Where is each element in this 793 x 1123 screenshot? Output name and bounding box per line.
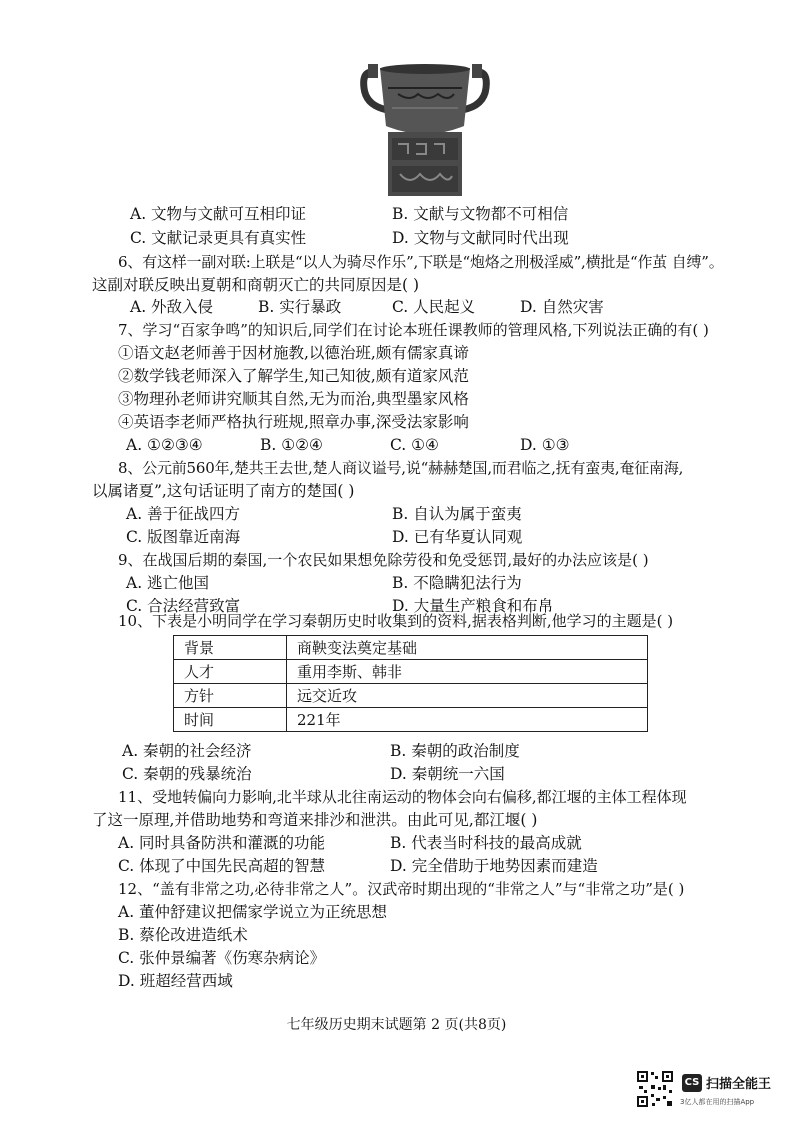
table-cell-label: 方针 bbox=[174, 684, 287, 708]
q5-option-d: D. 文物与文献同时代出现 bbox=[392, 229, 569, 247]
q6-option-a: A. 外敌入侵 bbox=[130, 298, 214, 316]
q9-stem: 9、在战国后期的秦国,一个农民如果想免除劳役和免受惩罚,最好的办法应该是( ) bbox=[118, 551, 649, 569]
q6-stem-line2: 这副对联反映出夏朝和商朝灭亡的共同原因是( ) bbox=[92, 276, 420, 294]
q6-option-c: C. 人民起义 bbox=[392, 298, 476, 316]
q10-option-b: B. 秦朝的政治制度 bbox=[390, 742, 520, 760]
q6-stem-line1: 6、有这样一副对联:上联是“以人为骑尽作乐”,下联是“炮烙之刑极淫威”,横批是“作茧 自缚”。 bbox=[118, 253, 724, 271]
q7-statement-1: ①语文赵老师善于因材施教,以德治班,颇有儒家真谛 bbox=[118, 344, 469, 362]
q12-option-a: A. 董仲舒建议把儒家学说立为正统思想 bbox=[118, 903, 388, 921]
table-cell-value: 221年 bbox=[287, 708, 648, 732]
q12-stem: 12、“盖有非常之功,必待非常之人”。汉武帝时期出现的“非常之人”与“非常之功”是( ) bbox=[118, 880, 685, 898]
q11-option-c: C. 体现了中国先民高超的智慧 bbox=[118, 857, 326, 875]
q10-stem: 10、下表是小明同学在学习秦朝历史时收集到的资料,据表格判断,他学习的主题是( ) bbox=[118, 612, 674, 630]
q9-option-d: D. 大量生产粮食和布帛 bbox=[392, 597, 554, 615]
q11-stem-line1: 11、受地转偏向力影响,北半球从北往南运动的物体会向右偏移,都江堰的主体工程体现 bbox=[118, 788, 687, 806]
q10-option-c: C. 秦朝的残暴统治 bbox=[122, 765, 252, 783]
q7-stem: 7、学习“百家争鸣”的知识后,同学们在讨论本班任课教师的管理风格,下列说法正确的有( ) bbox=[118, 321, 709, 339]
q6-option-b: B. 实行暴政 bbox=[258, 298, 342, 316]
q8-option-d: D. 已有华夏认同观 bbox=[392, 528, 523, 546]
q9-option-a: A. 逃亡他国 bbox=[126, 574, 210, 592]
q9-option-b: B. 不隐瞒犯法行为 bbox=[392, 574, 522, 592]
table-cell-value: 重用李斯、韩非 bbox=[287, 660, 648, 684]
q12-option-d: D. 班超经营西域 bbox=[118, 972, 233, 990]
q7-option-a: A. ①②③④ bbox=[126, 436, 203, 454]
q7-statement-3: ③物理孙老师讲究顺其自然,无为而治,典型墨家风格 bbox=[118, 390, 469, 408]
table-row bbox=[174, 684, 648, 708]
q11-option-d: D. 完全借助于地势因素而建造 bbox=[390, 857, 598, 875]
q7-option-d: D. ①③ bbox=[520, 436, 570, 454]
scanner-app-name: 扫描全能王 bbox=[706, 1077, 772, 1092]
table-cell-label: 时间 bbox=[174, 708, 287, 732]
q8-option-a: A. 善于征战四方 bbox=[126, 505, 241, 523]
q8-option-b: B. 自认为属于蛮夷 bbox=[392, 505, 522, 523]
q10-info-table bbox=[173, 635, 648, 732]
table-cell-value: 远交近攻 bbox=[287, 684, 648, 708]
q8-stem-line1: 8、公元前560年,楚共王去世,楚人商议谥号,说“赫赫楚国,而君临之,抚有蛮夷,奄征南海, bbox=[118, 459, 684, 477]
table-row bbox=[174, 636, 648, 660]
q5-option-a: A. 文物与文献可互相印证 bbox=[130, 205, 307, 223]
table-cell-label: 人才 bbox=[174, 660, 287, 684]
table-row bbox=[174, 660, 648, 684]
q11-stem-line2: 了这一原理,并借助地势和弯道来排沙和泄洪。由此可见,都江堰( ) bbox=[92, 811, 538, 829]
q10-option-a: A. 秦朝的社会经济 bbox=[122, 742, 252, 760]
q7-option-c: C. ①④ bbox=[390, 436, 439, 454]
qr-code-icon bbox=[636, 1070, 674, 1108]
q8-option-c: C. 版图靠近南海 bbox=[126, 528, 241, 546]
q7-statement-4: ④英语李老师严格执行班规,照章办事,深受法家影响 bbox=[118, 413, 469, 431]
q11-option-a: A. 同时具备防洪和灌溉的功能 bbox=[118, 834, 326, 852]
q5-option-b: B. 文献与文物都不可相信 bbox=[392, 205, 569, 223]
page-footer: 七年级历史期末试题第 2 页(共8页) bbox=[286, 1017, 507, 1033]
camscanner-logo-icon: CS bbox=[682, 1074, 702, 1092]
q8-stem-line2: 以属诸夏”,这句话证明了南方的楚国( ) bbox=[92, 482, 355, 500]
q12-option-b: B. 蔡伦改进造纸术 bbox=[118, 926, 248, 944]
table-cell-value: 商鞅变法奠定基础 bbox=[287, 636, 648, 660]
q5-option-c: C. 文献记录更具有真实性 bbox=[130, 229, 307, 247]
q9-option-c: C. 合法经营致富 bbox=[126, 597, 241, 615]
q12-option-c: C. 张仲景编著《伤寒杂病论》 bbox=[118, 949, 326, 967]
bronze-vessel-photo bbox=[358, 58, 492, 198]
q7-statement-2: ②数学钱老师深入了解学生,知己知彼,颇有道家风范 bbox=[118, 367, 469, 385]
q6-option-d: D. 自然灾害 bbox=[520, 298, 604, 316]
q7-option-b: B. ①②④ bbox=[260, 436, 323, 454]
scanner-tagline: 3亿人都在用的扫描App bbox=[680, 1098, 755, 1106]
table-cell-label: 背景 bbox=[174, 636, 287, 660]
q10-option-d: D. 秦朝统一六国 bbox=[390, 765, 505, 783]
table-row bbox=[174, 708, 648, 732]
q11-option-b: B. 代表当时科技的最高成就 bbox=[390, 834, 582, 852]
